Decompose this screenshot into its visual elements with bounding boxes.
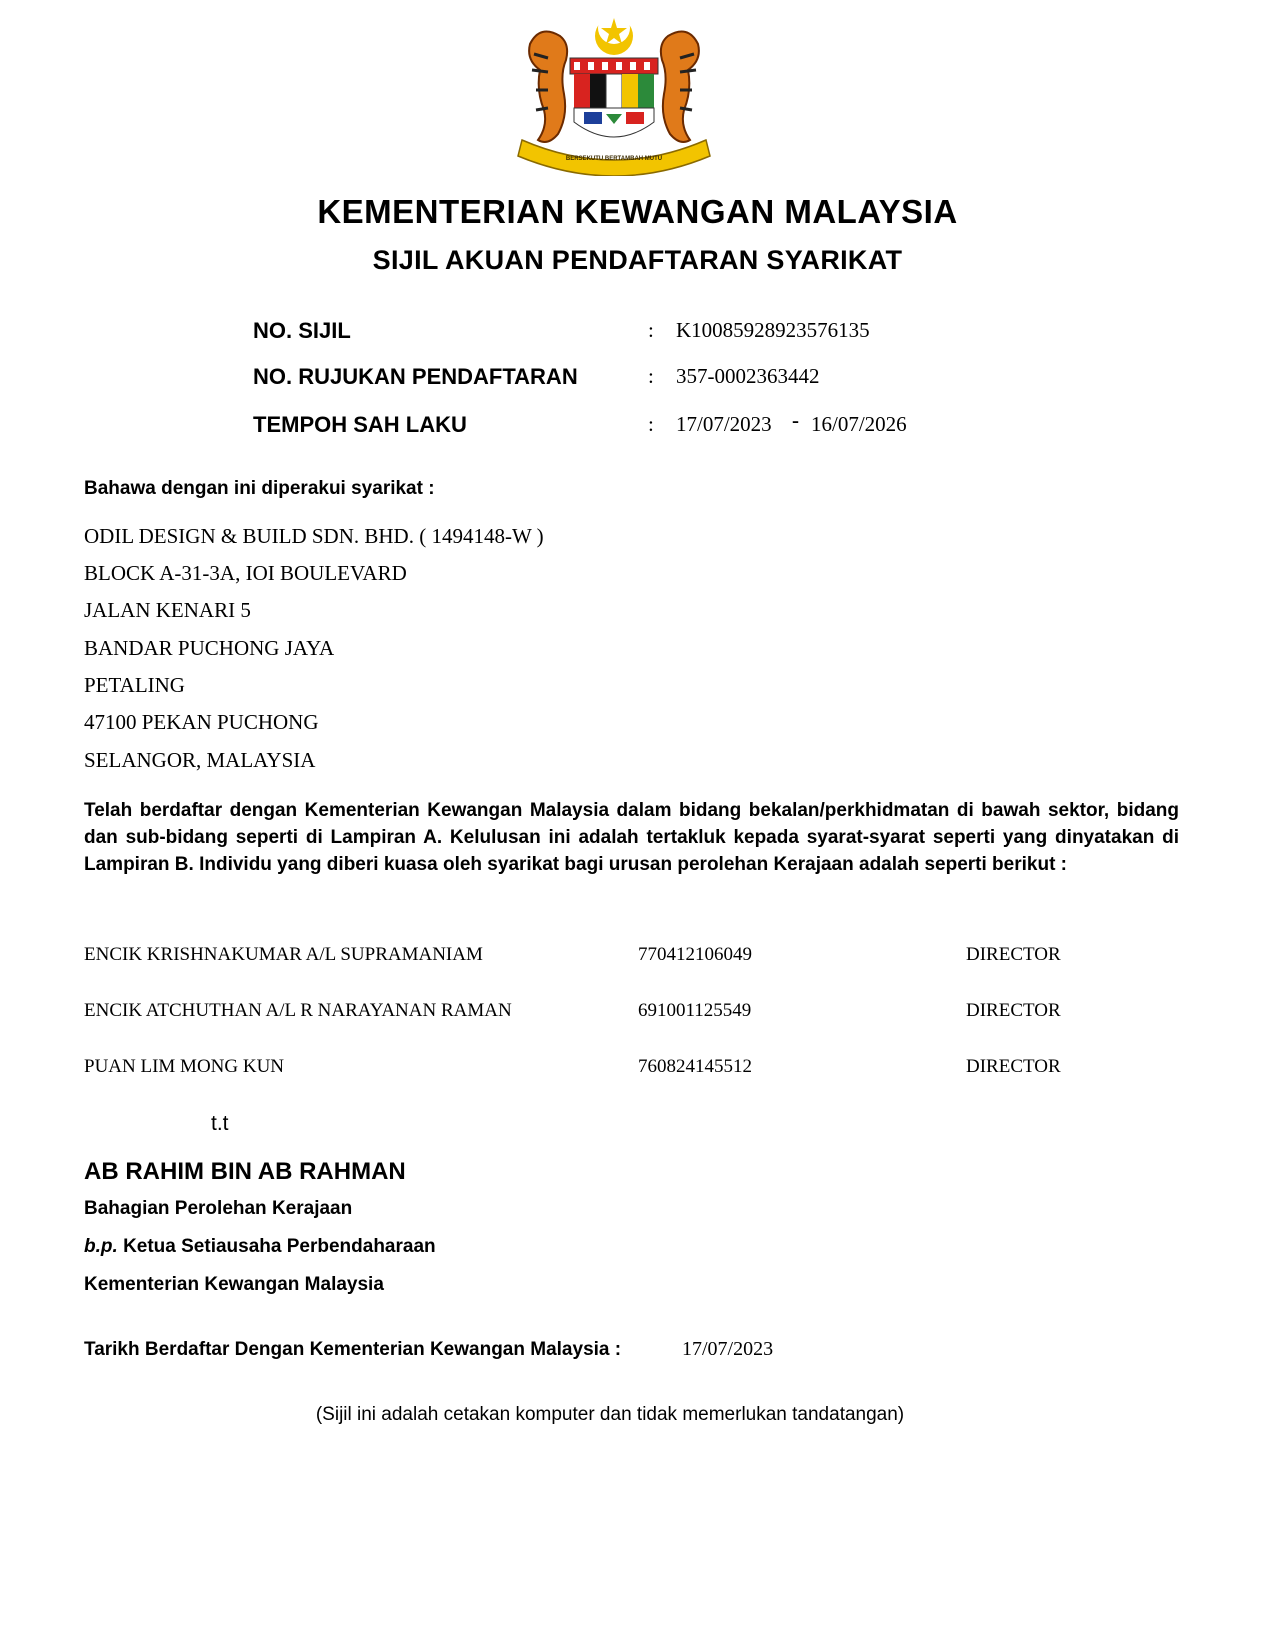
authorized-role: DIRECTOR (966, 1000, 1061, 1021)
authorized-name: ENCIK ATCHUTHAN A/L R NARAYANAN RAMAN (84, 1000, 512, 1021)
tempoh-end: 16/07/2026 (811, 412, 907, 436)
bp-abbrev: b.p. (84, 1236, 118, 1257)
sijil-colon: : (648, 318, 654, 342)
authorized-role: DIRECTOR (966, 1056, 1061, 1077)
computer-generated-note: (Sijil ini adalah cetakan komputer dan tidak memerlukan tandatangan) (315, 1404, 905, 1425)
on-behalf-title: Ketua Setiausaha Perbendaharaan (123, 1236, 436, 1257)
authorized-ic: 760824145512 (638, 1056, 752, 1077)
signatory-ministry: Kementerian Kewangan Malaysia (84, 1274, 384, 1295)
tt-mark: t.t (211, 1112, 229, 1135)
sijil-number: K10085928923576135 (676, 318, 870, 342)
address-line: 47100 PEKAN PUCHONG (84, 710, 319, 734)
address-line: BLOCK A-31-3A, IOI BOULEVARD (84, 561, 407, 585)
authorized-role: DIRECTOR (966, 944, 1061, 965)
registration-date: 17/07/2023 (682, 1338, 774, 1360)
certify-intro: Bahawa dengan ini diperakui syarikat : (84, 478, 435, 499)
tempoh-separator: - (792, 408, 799, 432)
crest-motto: BERSEKUTU BERTAMBAH MUTU (565, 156, 663, 162)
authorized-ic: 691001125549 (638, 1000, 752, 1021)
address-line: JALAN KENARI 5 (84, 598, 251, 622)
sijil-label: NO. SIJIL (253, 318, 351, 343)
authorized-name: ENCIK KRISHNAKUMAR A/L SUPRAMANIAM (84, 944, 483, 965)
authorized-name: PUAN LIM MONG KUN (84, 1056, 285, 1077)
address-line: SELANGOR, MALAYSIA (84, 748, 316, 772)
ministry-title: KEMENTERIAN KEWANGAN MALAYSIA (317, 193, 958, 230)
coat-of-arms-icon (512, 14, 716, 176)
rujukan-colon: : (648, 364, 654, 388)
tempoh-start: 17/07/2023 (676, 412, 772, 436)
signatory-on-behalf (84, 1236, 436, 1258)
tempoh-colon: : (648, 412, 654, 436)
registration-statement: Telah berdaftar dengan Kementerian Kewangan Malaysia dalam bidang bekalan/perkhidmatan di bawah sektor, bidang dan sub-bidang seperti di Lampiran A. Kelulusan ini adalah tertakluk kepada syarat-syarat seperti yang dinyatakan di Lampiran B. Individu yang diberi kuasa oleh syarikat bagi urusan perolehan Kerajaan adalah seperti berikut : (84, 800, 1179, 875)
registration-date-label: Tarikh Berdaftar Dengan Kementerian Kewangan Malaysia : (84, 1339, 622, 1360)
rujukan-number: 357-0002363442 (676, 364, 820, 388)
signatory-division: Bahagian Perolehan Kerajaan (84, 1198, 353, 1219)
certificate-title: SIJIL AKUAN PENDAFTARAN SYARIKAT (372, 245, 903, 275)
authorized-ic: 770412106049 (638, 944, 752, 965)
company-name: ODIL DESIGN & BUILD SDN. BHD. ( 1494148-W ) (84, 524, 544, 548)
signatory-name: AB RAHIM BIN AB RAHMAN (84, 1158, 406, 1185)
address-line: PETALING (84, 673, 185, 697)
address-line: BANDAR PUCHONG JAYA (84, 636, 335, 660)
tempoh-label: TEMPOH SAH LAKU (253, 412, 467, 437)
rujukan-label: NO. RUJUKAN PENDAFTARAN (253, 364, 578, 389)
